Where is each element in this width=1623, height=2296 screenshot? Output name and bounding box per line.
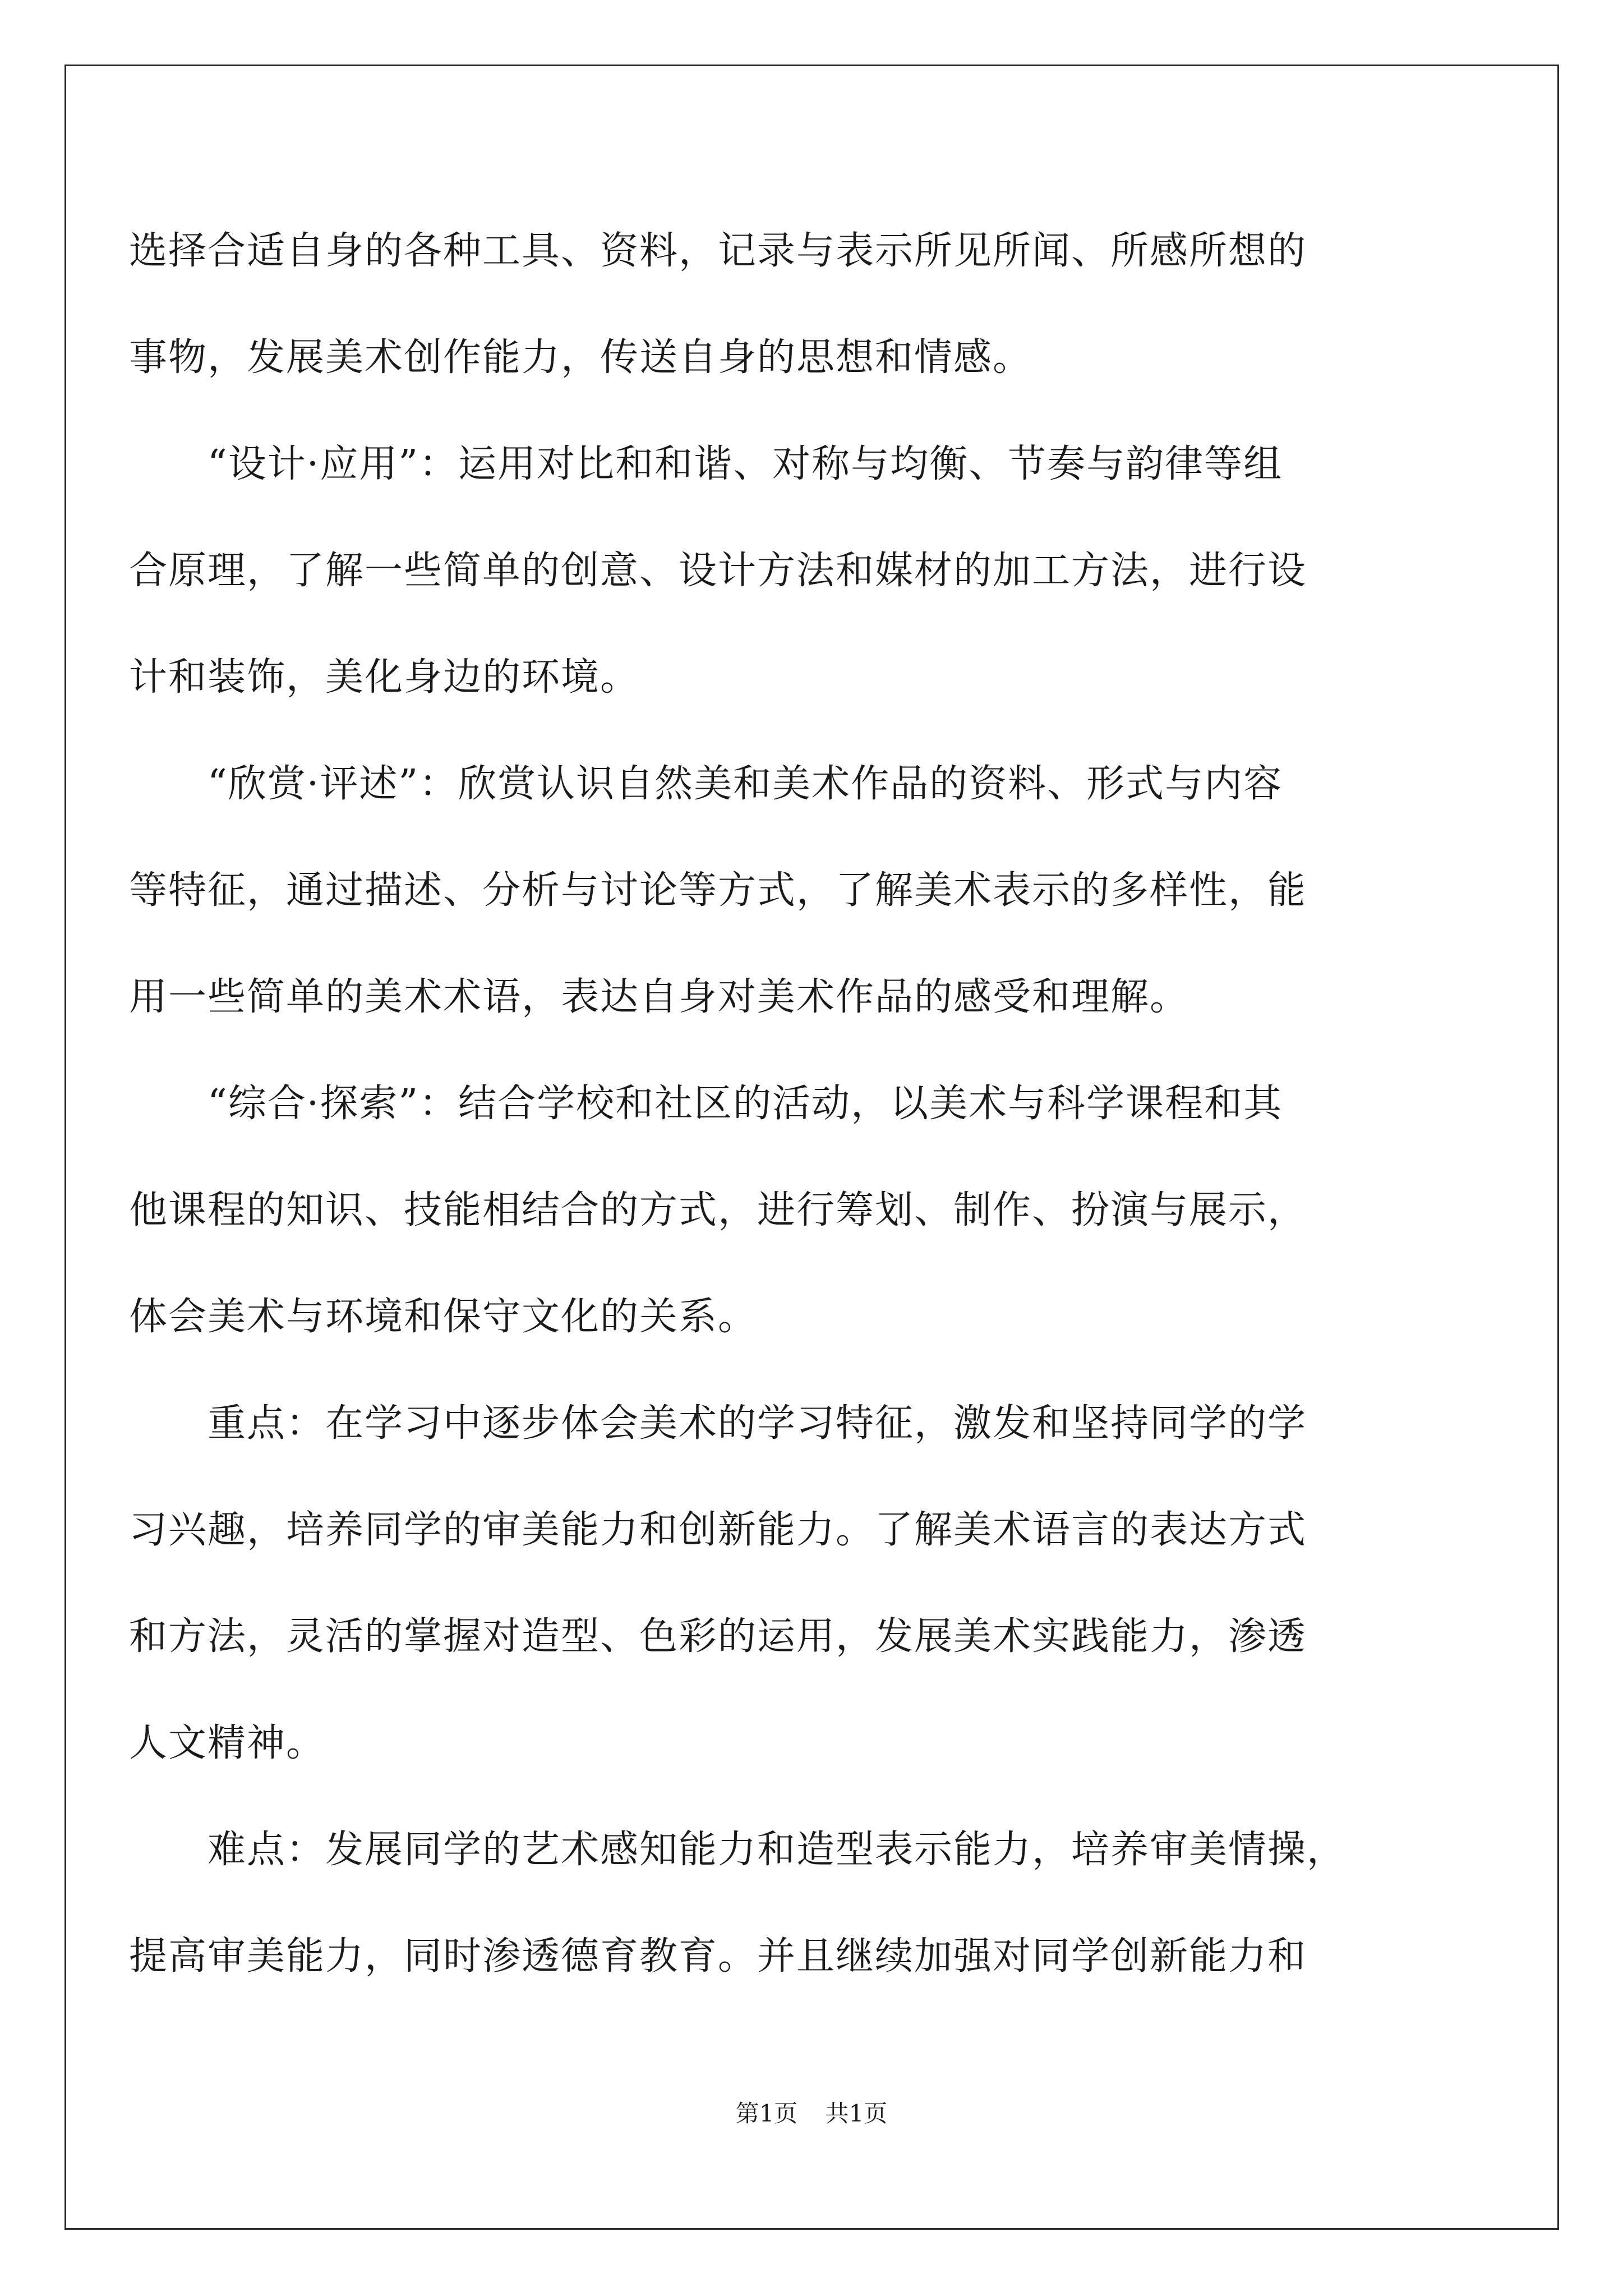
text-line: 用一些简单的美术术语，表达自身对美术作品的感受和理解。	[129, 975, 1189, 1019]
page-frame	[64, 65, 1559, 2230]
text-line: 人文精神。	[129, 1721, 326, 1765]
text-line: 习兴趣，培养同学的审美能力和创新能力。了解美术语言的表达方式	[129, 1508, 1307, 1552]
text-line: 体会美术与环境和保守文化的关系。	[129, 1295, 758, 1339]
text-line: 他课程的知识、技能相结合的方式，进行筹划、制作、扮演与展示，	[129, 1188, 1307, 1232]
text-line: 难点：发展同学的艺术感知能力和造型表示能力，培养审美情操，	[129, 1828, 1347, 1872]
text-line: “欣赏·评述”：欣赏认识自然美和美术作品的资料、形式与内容	[129, 762, 1283, 806]
text-line: 合原理，了解一些简单的创意、设计方法和媒材的加工方法，进行设	[129, 549, 1307, 593]
page-total: 共1页	[825, 2100, 888, 2127]
text-line: “设计·应用”：运用对比和和谐、对称与均衡、节奏与韵律等组	[129, 442, 1283, 486]
text-line: “综合·探索”：结合学校和社区的活动，以美术与科学课程和其	[129, 1082, 1283, 1126]
page-number: 第1页	[735, 2100, 798, 2127]
text-line: 事物，发展美术创作能力，传送自身的思想和情感。	[129, 335, 1032, 380]
page-footer	[0, 2095, 1623, 2129]
text-line: 重点：在学习中逐步体会美术的学习特征，激发和坚持同学的学	[129, 1401, 1307, 1446]
text-line: 提高审美能力，同时渗透德育教育。并且继续加强对同学创新能力和	[129, 1934, 1307, 1978]
text-line: 和方法，灵活的掌握对造型、色彩的运用，发展美术实践能力，渗透	[129, 1614, 1307, 1659]
text-line: 选择合适自身的各种工具、资料，记录与表示所见所闻、所感所想的	[129, 229, 1307, 273]
text-line: 等特征，通过描述、分析与讨论等方式，了解美术表示的多样性，能	[129, 868, 1307, 913]
text-line: 计和装饰，美化身边的环境。	[129, 655, 640, 700]
